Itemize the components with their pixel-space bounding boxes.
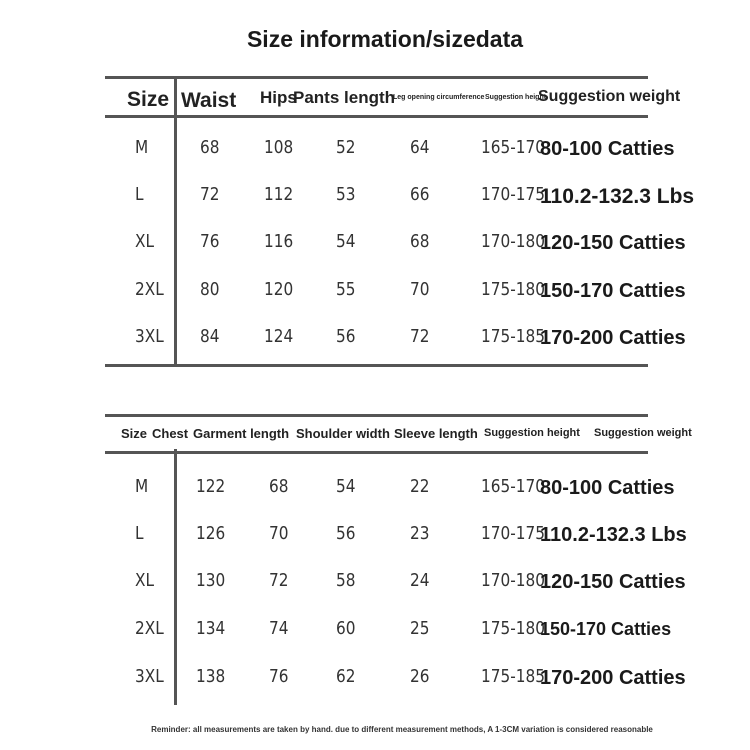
garment-length-cell: 72 bbox=[269, 570, 289, 591]
header-size: Size bbox=[127, 88, 170, 111]
shoulder-width-cell: 60 bbox=[336, 618, 356, 639]
chest-cell: 122 bbox=[196, 476, 226, 497]
size-cell: 3XL bbox=[135, 666, 164, 687]
table-top-rule bbox=[105, 414, 648, 417]
header-suggestion-height: Suggestion height bbox=[484, 427, 580, 439]
sleeve-length-cell: 25 bbox=[410, 618, 430, 639]
header-pants-length: Pants length bbox=[293, 88, 396, 107]
suggestion-height-cell: 170-180 bbox=[481, 231, 545, 252]
size-cell: L bbox=[135, 523, 144, 544]
header-garment-length: Garment length bbox=[193, 426, 290, 441]
leg-opening-cell: 72 bbox=[410, 326, 430, 347]
suggestion-weight-cell: 110.2-132.3 Lbs bbox=[540, 185, 695, 208]
header-size: Size bbox=[121, 426, 148, 441]
size-cell: L bbox=[135, 184, 144, 205]
suggestion-height-cell: 175-185 bbox=[481, 666, 545, 687]
hips-cell: 116 bbox=[264, 231, 294, 252]
suggestion-height-cell: 170-175 bbox=[481, 523, 545, 544]
suggestion-weight-cell: 80-100 Catties bbox=[540, 138, 675, 160]
page-title: Size information/sizedata bbox=[246, 26, 524, 52]
pants-length-cell: 53 bbox=[336, 184, 356, 205]
size-cell: 3XL bbox=[135, 326, 164, 347]
size-cell: 2XL bbox=[135, 279, 164, 300]
garment-length-cell: 74 bbox=[269, 618, 289, 639]
suggestion-weight-cell: 170-200 Catties bbox=[540, 667, 686, 689]
chest-cell: 130 bbox=[196, 570, 226, 591]
waist-cell: 84 bbox=[200, 326, 220, 347]
shoulder-width-cell: 54 bbox=[336, 476, 356, 497]
shoulder-width-cell: 62 bbox=[336, 666, 356, 687]
suggestion-height-cell: 175-185 bbox=[481, 326, 545, 347]
header-suggestion-weight: Suggestion weight bbox=[594, 427, 692, 439]
pants-length-cell: 52 bbox=[336, 137, 356, 158]
table-bottom-rule bbox=[105, 364, 648, 367]
suggestion-weight-cell: 110.2-132.3 Lbs bbox=[540, 524, 687, 546]
suggestion-height-cell: 170-180 bbox=[481, 570, 545, 591]
garment-length-cell: 70 bbox=[269, 523, 289, 544]
suggestion-weight-cell: 150-170 Catties bbox=[540, 619, 672, 639]
header-rule bbox=[105, 115, 648, 118]
waist-cell: 72 bbox=[200, 184, 220, 205]
suggestion-weight-cell: 120-150 Catties bbox=[540, 232, 686, 254]
sleeve-length-cell: 22 bbox=[410, 476, 430, 497]
header-suggestion-height: Suggestion height bbox=[485, 94, 547, 101]
header-chest: Chest bbox=[152, 426, 189, 441]
chest-cell: 126 bbox=[196, 523, 226, 544]
leg-opening-cell: 64 bbox=[410, 137, 430, 158]
leg-opening-cell: 66 bbox=[410, 184, 430, 205]
waist-cell: 76 bbox=[200, 231, 220, 252]
waist-cell: 80 bbox=[200, 279, 220, 300]
hips-cell: 108 bbox=[264, 137, 294, 158]
header-leg-opening: Leg opening circumference bbox=[393, 94, 485, 101]
leg-opening-cell: 70 bbox=[410, 279, 430, 300]
suggestion-height-cell: 165-170 bbox=[481, 476, 545, 497]
size-cell: M bbox=[135, 137, 149, 158]
chest-cell: 138 bbox=[196, 666, 226, 687]
size-column-divider bbox=[174, 449, 177, 705]
hips-cell: 124 bbox=[264, 326, 294, 347]
size-cell: M bbox=[135, 476, 149, 497]
suggestion-weight-cell: 150-170 Catties bbox=[540, 280, 686, 302]
sleeve-length-cell: 24 bbox=[410, 570, 430, 591]
hips-cell: 112 bbox=[264, 184, 294, 205]
pants-length-cell: 54 bbox=[336, 231, 356, 252]
header-sleeve-length: Sleeve length bbox=[394, 426, 478, 441]
suggestion-height-cell: 175-180 bbox=[481, 618, 545, 639]
sleeve-length-cell: 23 bbox=[410, 523, 430, 544]
suggestion-height-cell: 175-180 bbox=[481, 279, 545, 300]
garment-length-cell: 76 bbox=[269, 666, 289, 687]
shoulder-width-cell: 58 bbox=[336, 570, 356, 591]
size-cell: XL bbox=[135, 570, 155, 591]
pants-length-cell: 55 bbox=[336, 279, 356, 300]
sleeve-length-cell: 26 bbox=[410, 666, 430, 687]
measurement-reminder: Reminder: all measurements are taken by hand. due to different measurement methods, A 1-3CM variation is considered reasonable bbox=[151, 725, 653, 734]
suggestion-weight-cell: 80-100 Catties bbox=[540, 477, 675, 499]
table-top-rule bbox=[105, 76, 648, 79]
header-shoulder-width: Shoulder width bbox=[296, 426, 390, 441]
waist-cell: 68 bbox=[200, 137, 220, 158]
suggestion-weight-cell: 170-200 Catties bbox=[540, 327, 686, 349]
leg-opening-cell: 68 bbox=[410, 231, 430, 252]
header-hips: Hips bbox=[260, 88, 297, 107]
garment-length-cell: 68 bbox=[269, 476, 289, 497]
suggestion-height-cell: 165-170 bbox=[481, 137, 545, 158]
shoulder-width-cell: 56 bbox=[336, 523, 356, 544]
pants-length-cell: 56 bbox=[336, 326, 356, 347]
suggestion-height-cell: 170-175 bbox=[481, 184, 545, 205]
header-waist: Waist bbox=[181, 89, 237, 112]
header-suggestion-weight: Suggestion weight bbox=[538, 88, 681, 105]
hips-cell: 120 bbox=[264, 279, 294, 300]
header-rule bbox=[105, 451, 648, 454]
size-cell: 2XL bbox=[135, 618, 164, 639]
suggestion-weight-cell: 120-150 Catties bbox=[540, 571, 686, 593]
size-column-divider bbox=[174, 78, 177, 366]
size-cell: XL bbox=[135, 231, 155, 252]
chest-cell: 134 bbox=[196, 618, 226, 639]
